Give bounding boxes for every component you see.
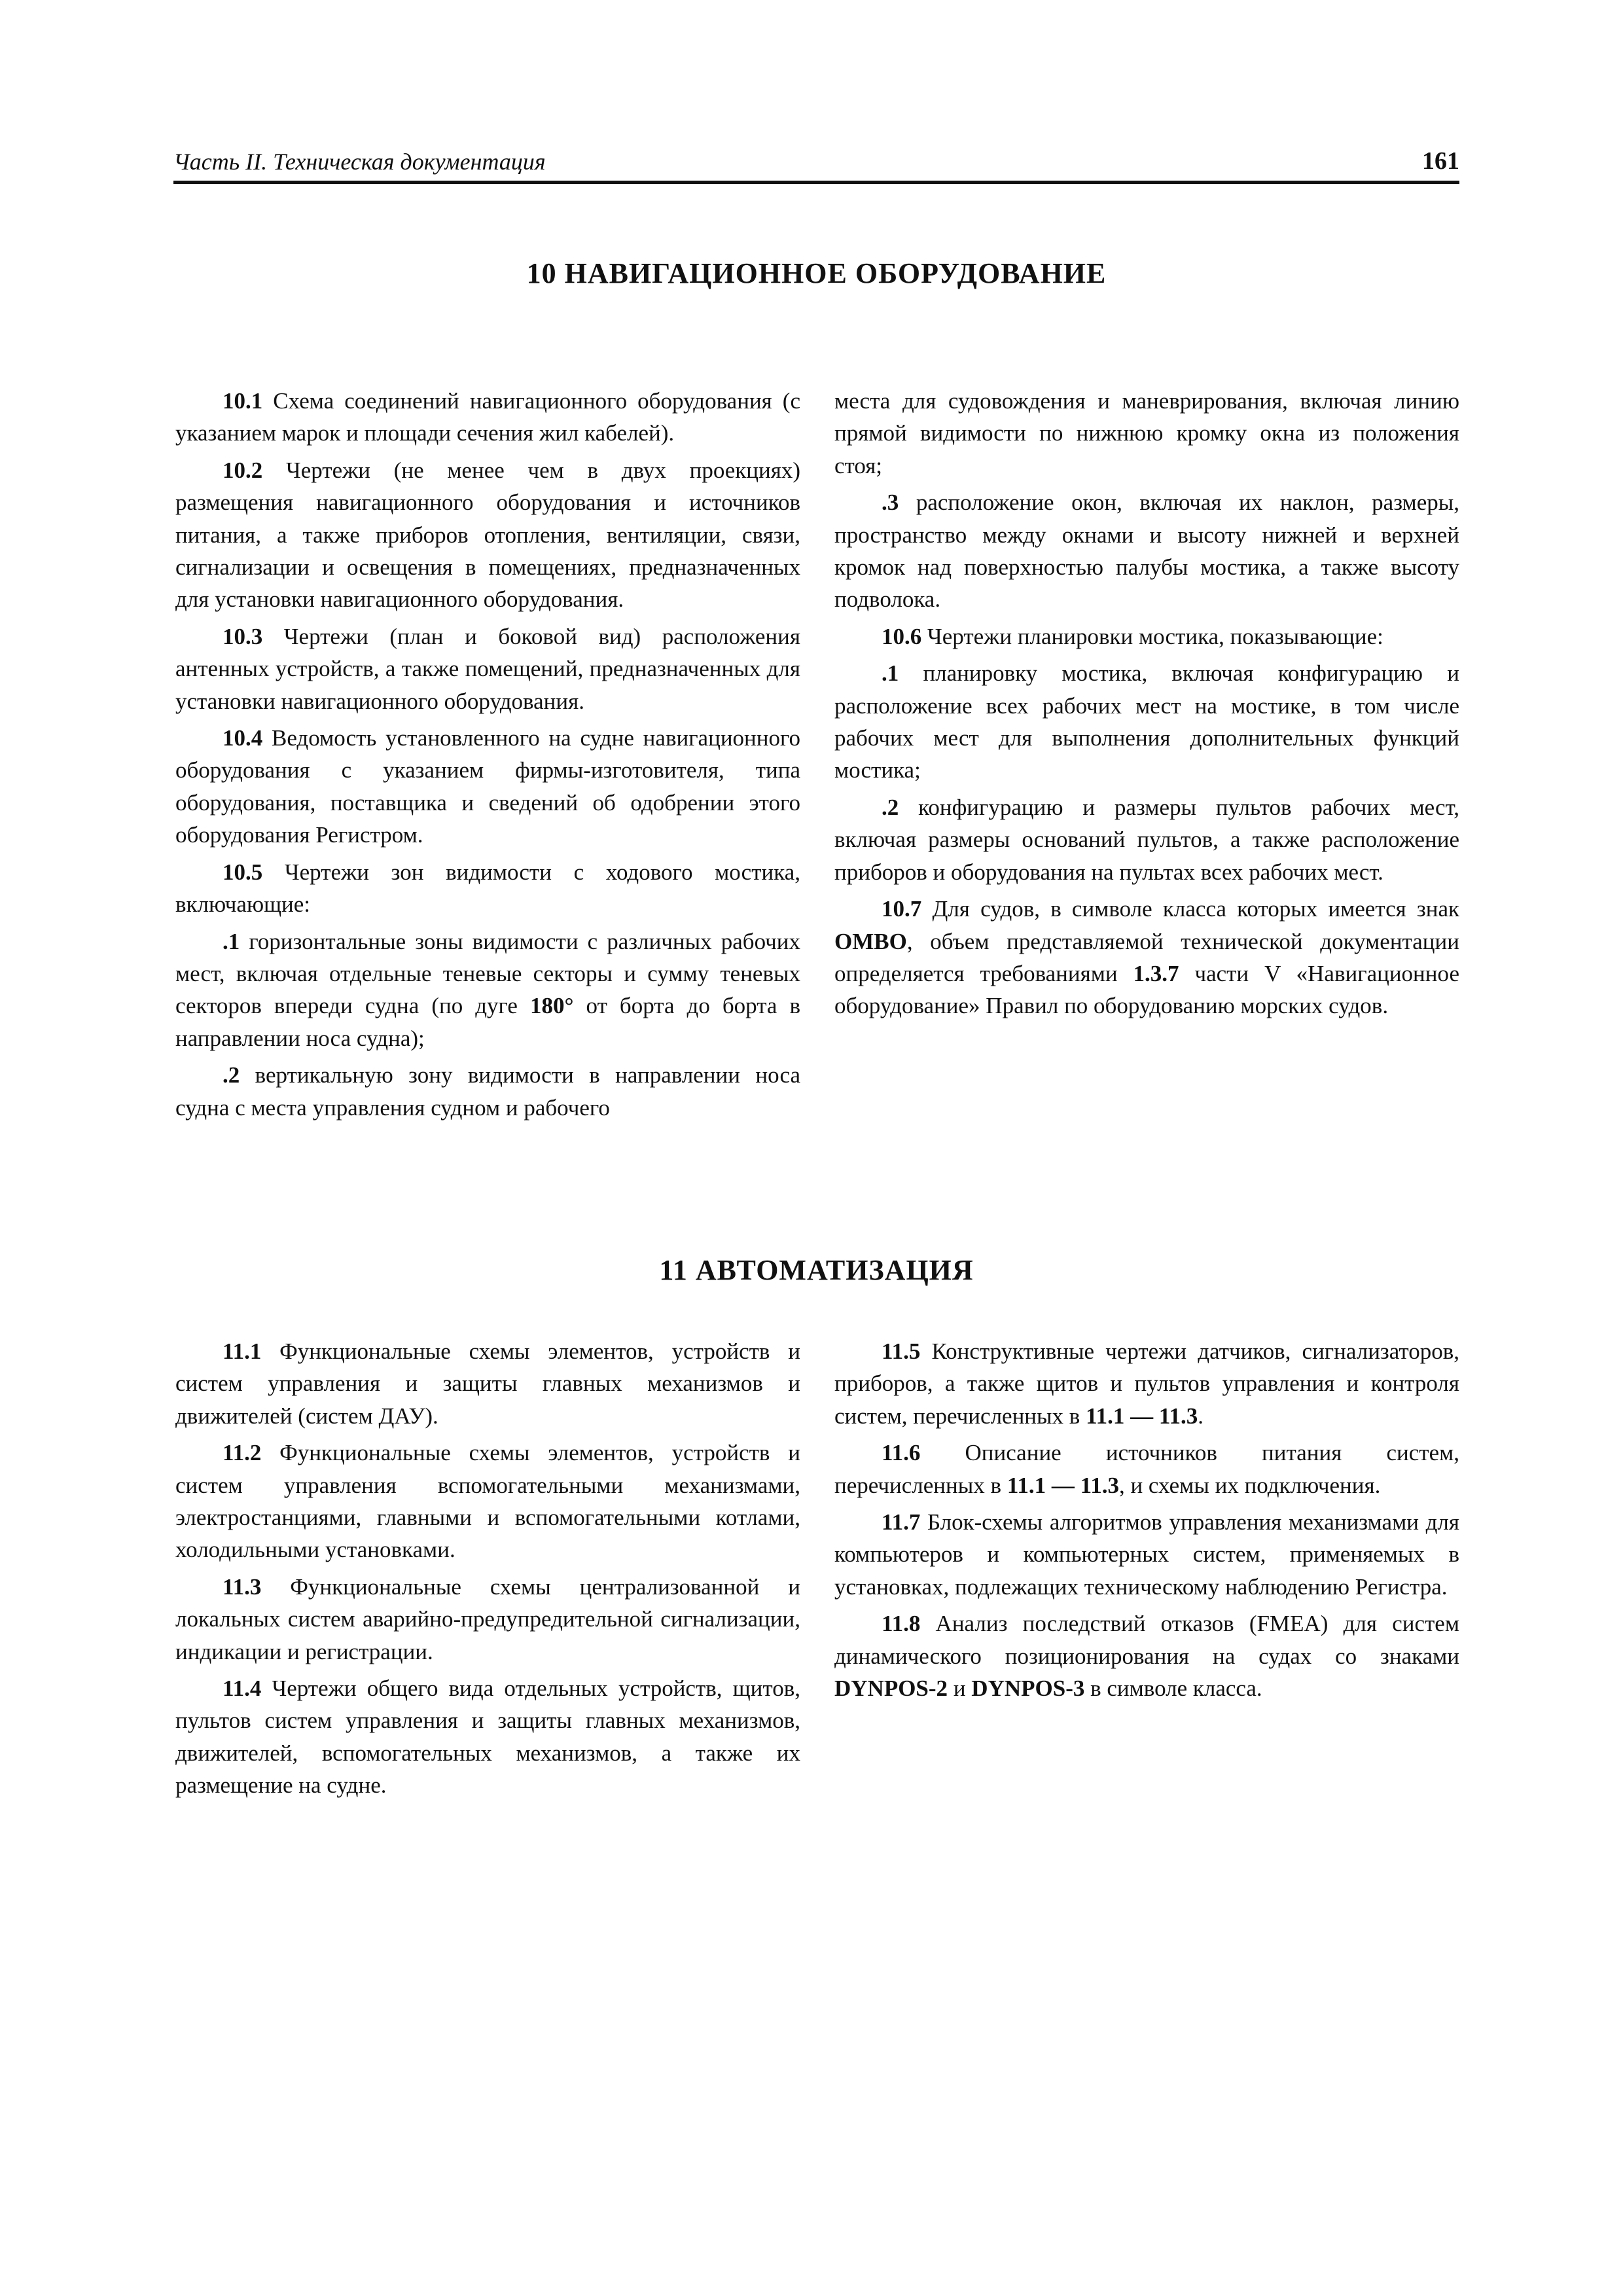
list-item-10-5-2: .2 вертикальную зону видимости в направлении носа судна с места управления судном и рабочего [175, 1062, 800, 1121]
section-11-heading: 11 АВТОМАТИЗАЦИЯ [659, 1254, 974, 1286]
paragraph-10-6: 10.6 Чертежи планировки мостика, показывающие: [882, 623, 1383, 649]
running-title: Часть II. Техническая документация [173, 149, 546, 175]
paragraph-11-5: 11.5 Конструктивные чертежи датчиков, сигнализаторов, приборов, а также щитов и пультов управления и контроля систем, перечисленных в 11.1 — 11.3. [834, 1338, 1459, 1429]
paragraph-10-4: 10.4 Ведомость установленного на судне навигационного оборудования с указанием фирмы-изготовителя, типа оборудования, поставщика и сведений об одобрении этого оборудования Регистром. [175, 725, 800, 848]
list-item-10-6-2: .2 конфигурацию и размеры пультов рабочих мест, включая размеры оснований пультов, а также расположение приборов и оборудования на пультах всех рабочих мест. [834, 794, 1459, 885]
list-item-10-5-2-continued: места для судовождения и маневрирования, включая линию прямой видимости по нижнюю кромку окна из положения стоя; [834, 388, 1459, 478]
paragraph-11-3: 11.3 Функциональные схемы централизованной и локальных систем аварийно-предупредительной сигнализации, индикации и регистрации. [175, 1573, 800, 1664]
section-11-right-column [834, 1335, 1459, 1709]
list-item-10-5-3: .3 расположение окон, включая их наклон, размеры, пространство между окнами и высоту нижней и верхней кромок над поверхностью палубы мостика, а также высоту подволока. [834, 490, 1459, 613]
section-10-right-column [834, 385, 1459, 1027]
paragraph-11-8: 11.8 Анализ последствий отказов (FMEA) для систем динамического позиционирования на судах со знаками DYNPOS-2 и DYNPOS-3 в символе класса. [834, 1611, 1459, 1702]
paragraph-10-1: 10.1 Схема соединений навигационного оборудования (с указанием марок и площади сечения жил кабелей). [175, 388, 800, 446]
list-item-10-6-1: .1 планировку мостика, включая конфигурацию и расположение всех рабочих мест на мостике, в том числе рабочих мест для выполнения дополнительных функций мостика; [834, 660, 1459, 783]
paragraph-10-5: 10.5 Чертежи зон видимости с ходового мостика, включающие: [175, 859, 800, 918]
paragraph-11-1: 11.1 Функциональные схемы элементов, устройств и систем управления и защиты главных механизмов и движителей (систем ДАУ). [175, 1338, 800, 1429]
paragraph-10-3: 10.3 Чертежи (план и боковой вид) расположения антенных устройств, а также помещений, предназначенных для установки навигационного оборудования. [175, 623, 800, 714]
paragraph-11-6: 11.6 Описание источников питания систем, перечисленных в 11.1 — 11.3, и схемы их подключения. [834, 1440, 1459, 1498]
paragraph-11-2: 11.2 Функциональные схемы элементов, устройств и систем управления вспомогательными механизмами, электростанциями, главными и вспомогательными котлами, холодильными установками. [175, 1440, 800, 1563]
paragraph-10-7: 10.7 Для судов, в символе класса которых имеется знак OMBO, объем представляемой технической документации определяется требованиями 1.3.7 части V «Навигационное оборудование» Правил по оборудованию морских судов. [834, 896, 1459, 1019]
paragraph-11-4: 11.4 Чертежи общего вида отдельных устройств, щитов, пультов систем управления и защиты главных механизмов, движителей, вспомогательных механизмов, а также их размещение на судне. [175, 1676, 800, 1799]
page-number: 161 [1422, 147, 1459, 175]
paragraph-10-2: 10.2 Чертежи (не менее чем в двух проекциях) размещения навигационного оборудования и источников питания, а также приборов отопления, вентиляции, связи, сигнализации и освещения в помещениях, предназначенных для установки навигационного оборудования. [175, 457, 800, 613]
section-11-left-column [175, 1335, 800, 1806]
section-10-left-column [175, 385, 800, 1128]
list-item-10-5-1: .1 горизонтальные зоны видимости с различных рабочих мест, включая отдельные теневые секторы и сумму теневых секторов впереди судна (по дуге 180° от борта до борта в направлении носа судна); [175, 928, 800, 1051]
section-10-heading: 10 НАВИГАЦИОННОЕ ОБОРУДОВАНИЕ [526, 257, 1107, 289]
running-head [173, 141, 1459, 184]
paragraph-11-7: 11.7 Блок-схемы алгоритмов управления механизмами для компьютеров и компьютерных систем, применяемых в установках, подлежащих техническому наблюдению Регистра. [834, 1509, 1459, 1600]
